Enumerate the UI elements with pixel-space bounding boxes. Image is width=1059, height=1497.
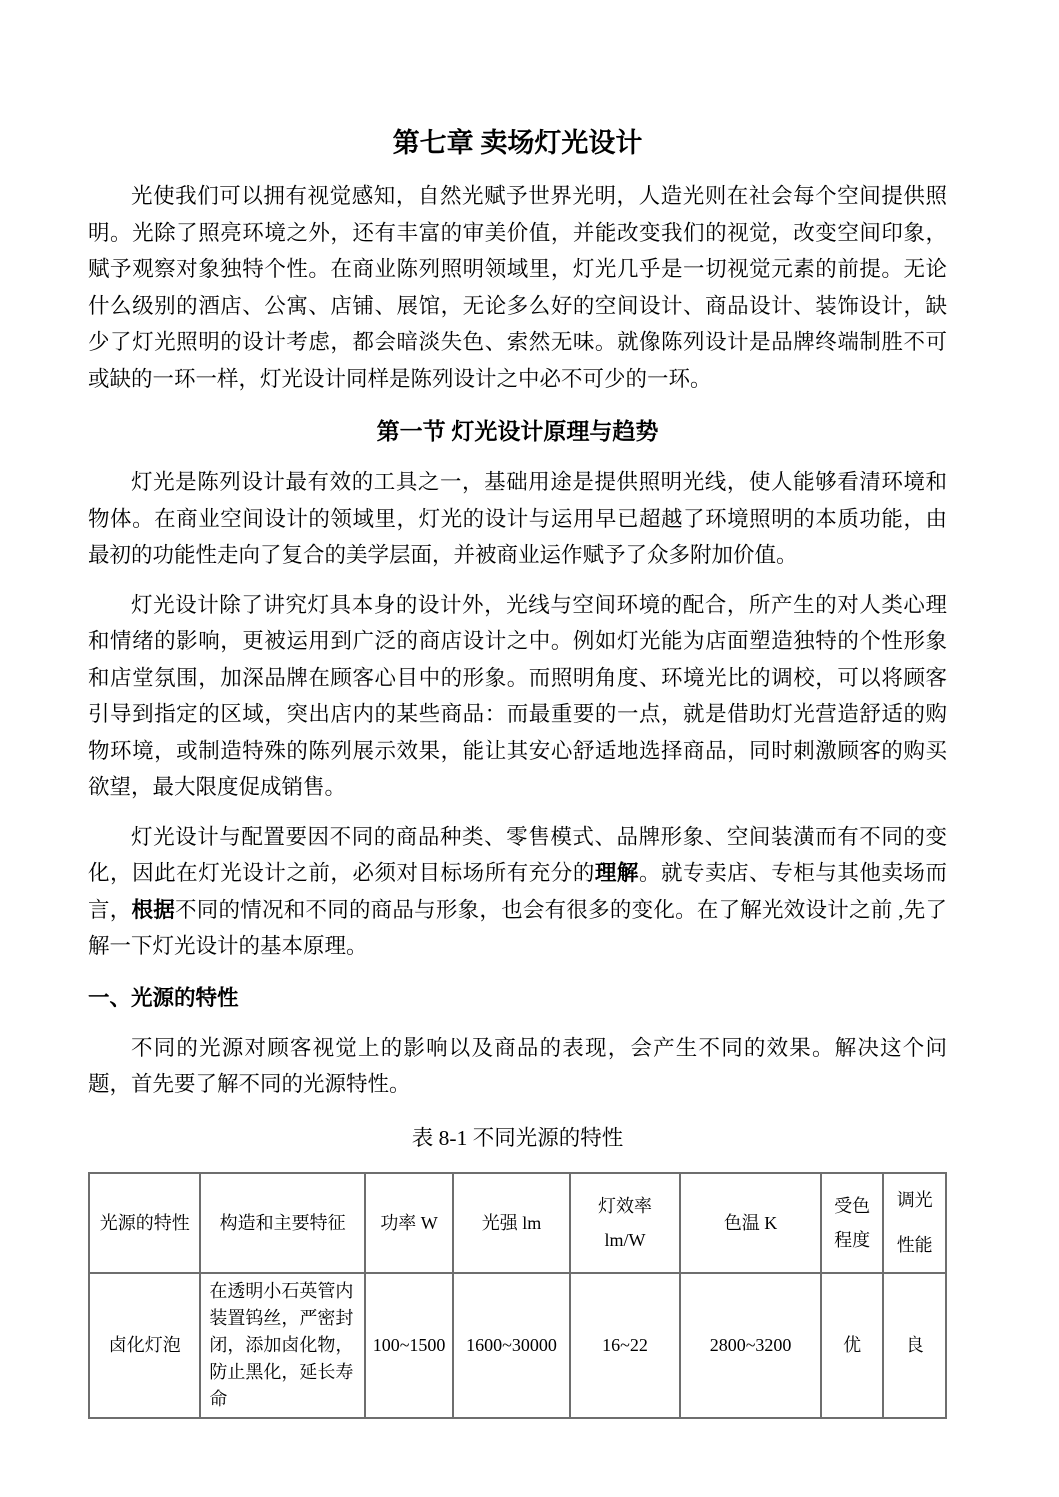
- cell-power-range: 100~1500: [365, 1273, 453, 1418]
- cell-luminous-range: 1600~30000: [453, 1273, 570, 1418]
- header-cell-dimming: 调光性能: [883, 1173, 946, 1273]
- section-title: 第一节 灯光设计原理与趋势: [376, 419, 659, 444]
- header-cell-source-characteristic: 光源的特性: [89, 1173, 200, 1273]
- table-row-halogen-bulb: [89, 1273, 946, 1418]
- cell-construction-description: 在透明小石英管内装置钨丝，严密封闭，添加卤化物，防止黑化，延长寿命: [200, 1273, 365, 1418]
- paragraph-lighting-psychology: 灯光设计除了讲究灯具本身的设计外，光线与空间环境的配合，所产生的对人类心理和情绪的影响，更被运用到广泛的商店设计之中。例如灯光能为店面塑造独特的个性形象和店堂氛围，加深品牌在顾客心目中的形象。而照明角度、环境光比的调校，可以将顾客引导到指定的区域，突出店内的某些商品：而最重要的一点，就是借助灯光营造舒适的购物环境，或制造特殊的陈列展示效果，能让其安心舒适地选择商品，同时刺激顾客的购买欲望，最大限度促成销售。: [88, 592, 947, 799]
- chapter-title: 第七章 卖场灯光设计: [392, 128, 643, 158]
- header-cell-efficacy: 灯效率 lm/W: [570, 1173, 681, 1273]
- table-caption: 表 8-1 不同光源的特性: [411, 1125, 624, 1150]
- table-header-row: [89, 1173, 946, 1273]
- header-cell-construction-features: 构造和主要特征: [200, 1173, 365, 1273]
- paragraph-lighting-configuration: 灯光设计与配置要因不同的商品种类、零售模式、品牌形象、空间装潢而有不同的变化，因此在灯光设计之前，必须对目标场所有充分的理解。就专卖店、专柜与其他卖场而言，根据不同的情况和不同的商品与形象，也会有很多的变化。在了解光效设计之前 ,先了解一下灯光设计的基本原理。: [88, 824, 947, 958]
- header-cell-luminous-intensity: 光强 lm: [453, 1173, 570, 1273]
- header-cell-power: 功率 W: [365, 1173, 453, 1273]
- header-cell-color-rendering: 受色程度: [821, 1173, 884, 1273]
- paragraph-lighting-purpose: 灯光是陈列设计最有效的工具之一，基础用途是提供照明光线，使人能够看清环境和物体。在商业空间设计的领域里，灯光的设计与运用早已超越了环境照明的本质功能，由最初的功能性走向了复合的美学层面，并被商业运作赋予了众多附加价值。: [88, 470, 947, 567]
- cell-color-rendering-grade: 优: [821, 1273, 884, 1418]
- cell-color-temp-range: 2800~3200: [680, 1273, 821, 1418]
- cell-source-name: 卤化灯泡: [89, 1273, 200, 1418]
- cell-efficacy-range: 16~22: [570, 1273, 681, 1418]
- light-source-spec-table: [88, 1172, 947, 1419]
- subsection-title: 一、光源的特性: [88, 985, 239, 1010]
- cell-dimming-grade: 良: [883, 1273, 946, 1418]
- header-cell-color-temperature: 色温 K: [680, 1173, 821, 1273]
- paragraph-light-source-intro: 不同的光源对顾客视觉上的影响以及商品的表现，会产生不同的效果。解决这个问题，首先要了解不同的光源特性。: [88, 1035, 947, 1096]
- paragraph-intro: 光使我们可以拥有视觉感知，自然光赋予世界光明，人造光则在社会每个空间提供照明。光除了照亮环境之外，还有丰富的审美价值，并能改变我们的视觉，改变空间印象，赋予观察对象独特个性。在商业陈列照明领域里，灯光几乎是一切视觉元素的前提。无论什么级别的酒店、公寓、店铺、展馆，无论多么好的空间设计、商品设计、装饰设计，缺少了灯光照明的设计考虑，都会暗淡失色、索然无味。就像陈列设计是品牌终端制胜不可或缺的一环一样，灯光设计同样是陈列设计之中必不可少的一环。: [88, 184, 947, 391]
